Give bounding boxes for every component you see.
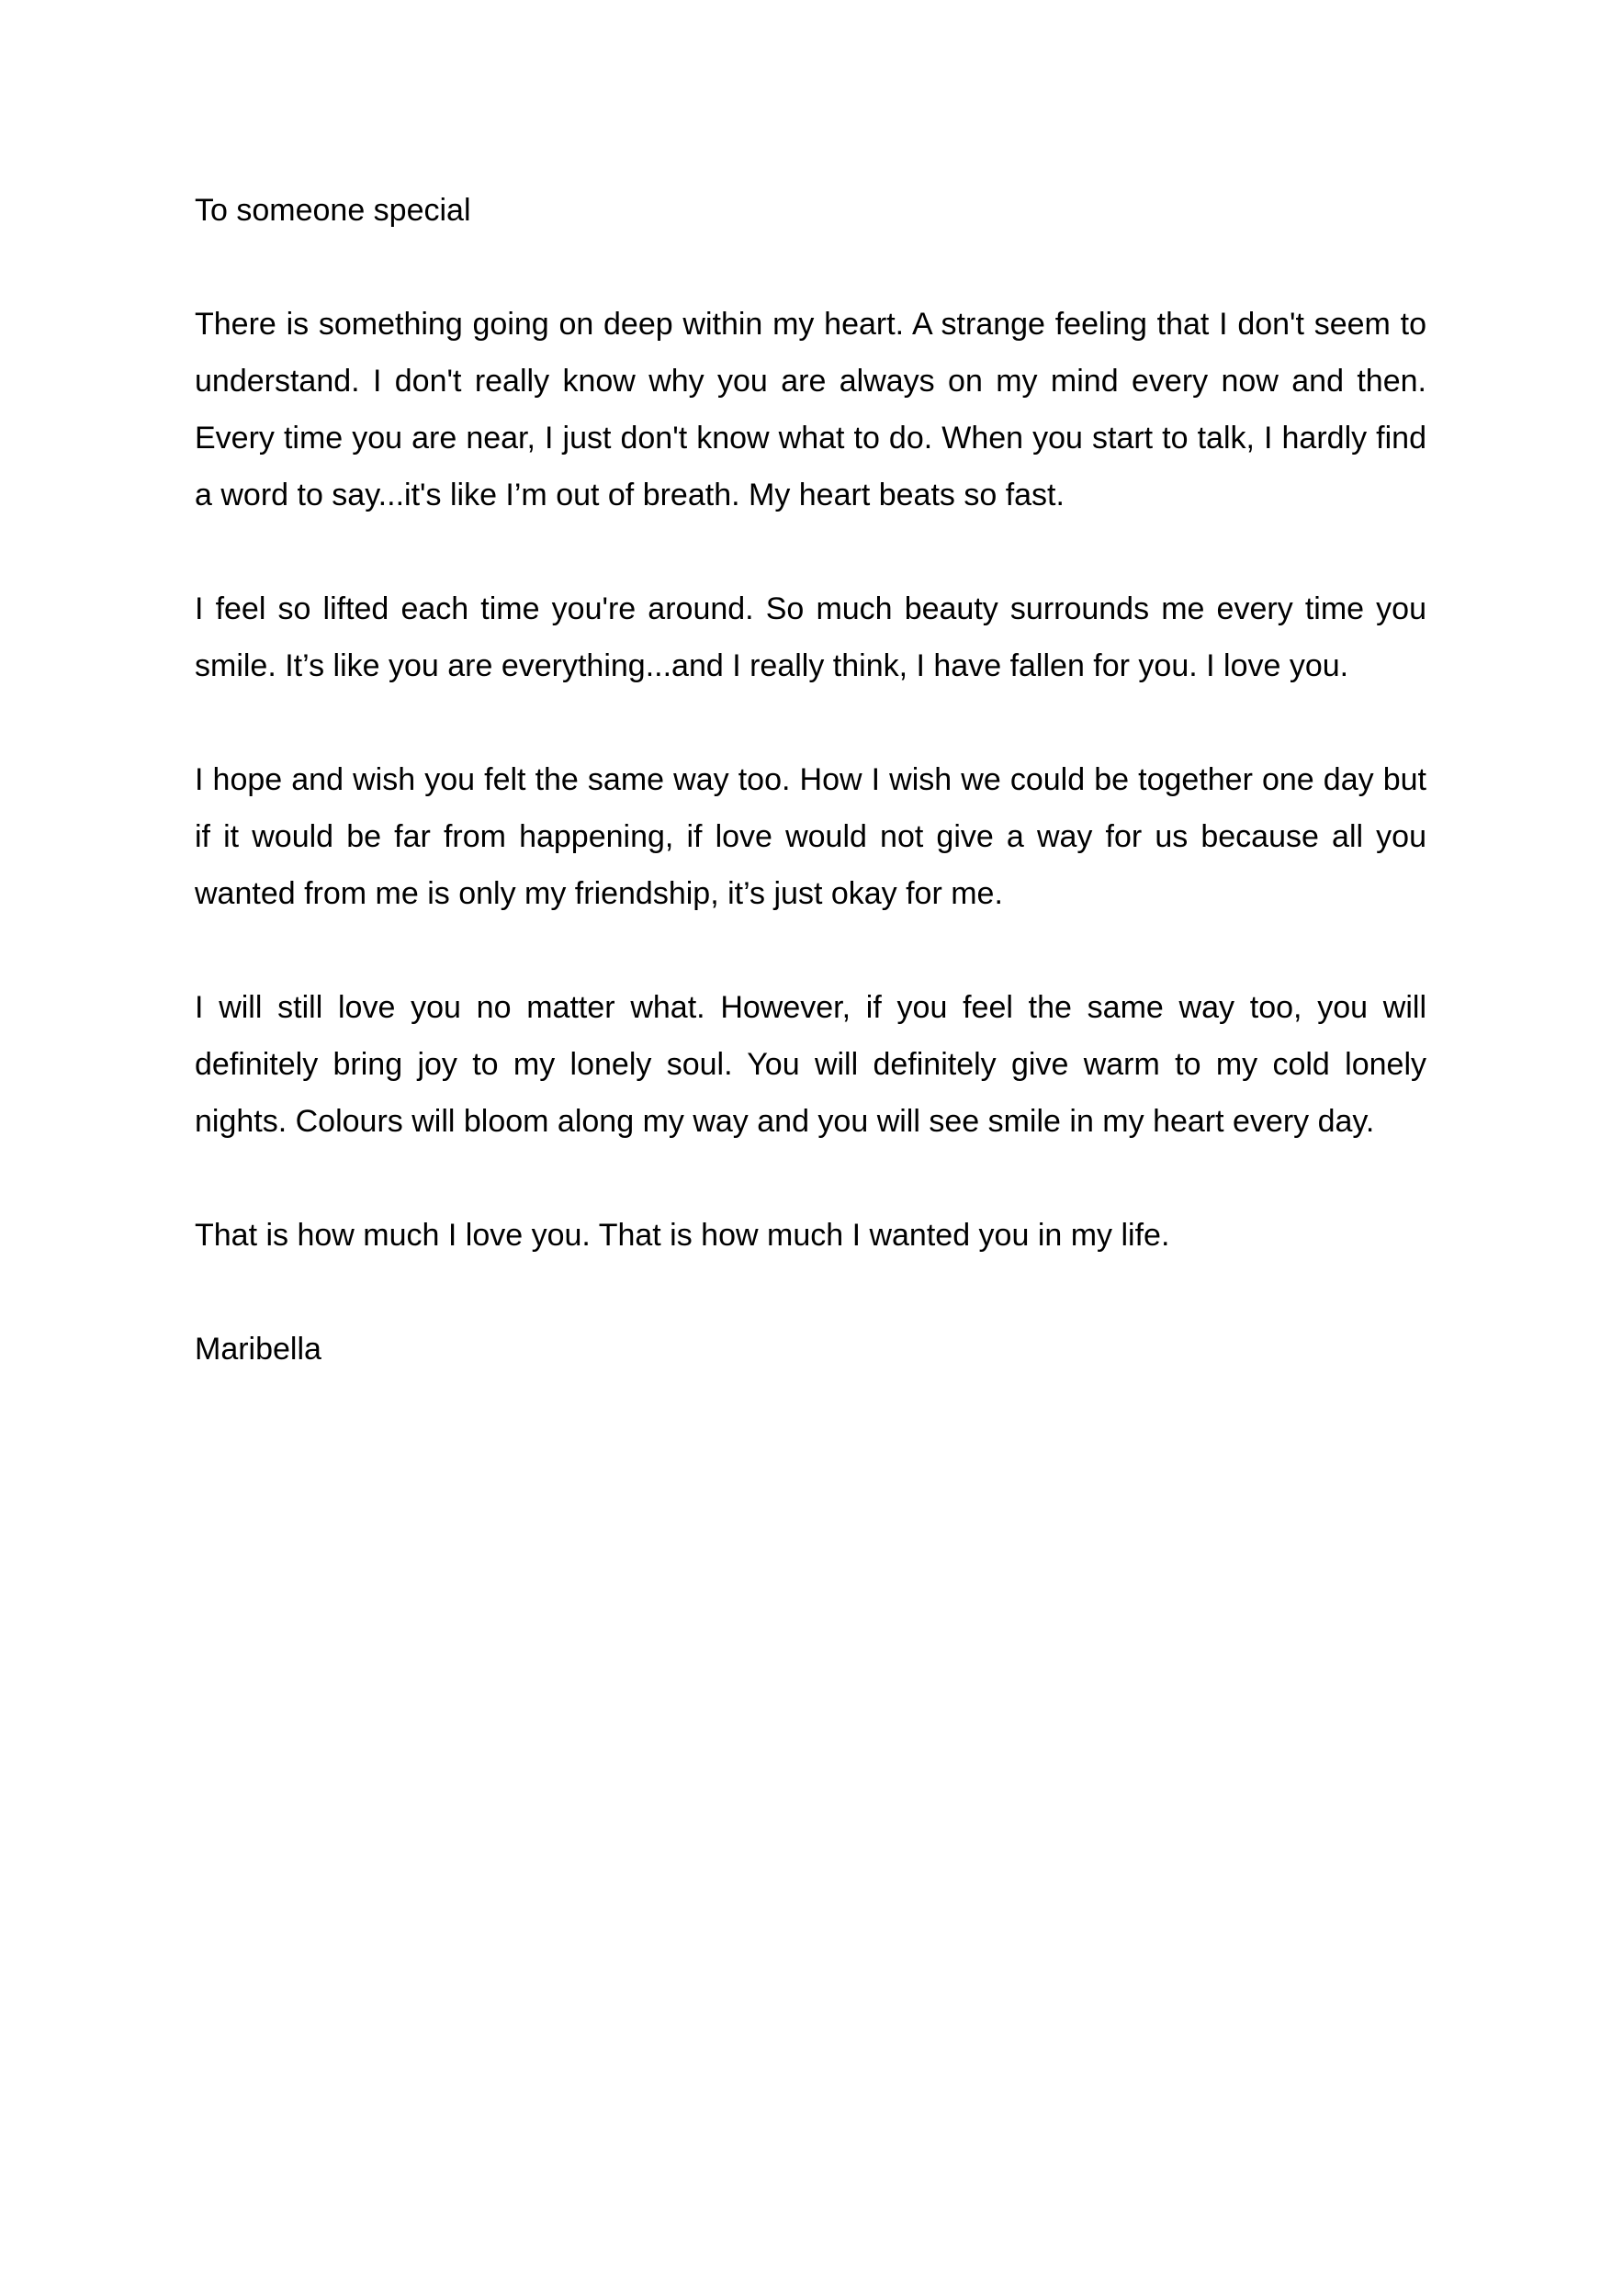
- letter-paragraph-3: I hope and wish you felt the same way too. How I wish we could be together one day but if it would be far from happening, if love would not give a way for us because all you wanted from me is only my friendship, it’s just okay for me.: [195, 762, 1426, 911]
- letter-paragraph-4: I will still love you no matter what. However, if you feel the same way too, you will definitely bring joy to my lonely soul. You will definitely give warm to my cold lonely nights. Colours will bloom along my way and you will see smile in my heart every day.: [195, 990, 1426, 1139]
- letter-paragraph-2: I feel so lifted each time you're around. So much beauty surrounds me every time you smile. It’s like you are everything...and I really think, I have fallen for you. I love you.: [195, 591, 1426, 683]
- signature: Maribella: [195, 1332, 321, 1367]
- letter-paragraph-1: There is something going on deep within my heart. A strange feeling that I don't seem to understand. I don't really know why you are always on my mind every now and then. Every time you are near, I just don't know what to do. When you start to talk, I hardly find a word to say...it's like I’m out of breath. My heart beats so fast.: [195, 307, 1426, 512]
- letter-paragraph-5: That is how much I love you. That is how much I wanted you in my life.: [195, 1218, 1170, 1253]
- salutation: To someone special: [195, 193, 471, 228]
